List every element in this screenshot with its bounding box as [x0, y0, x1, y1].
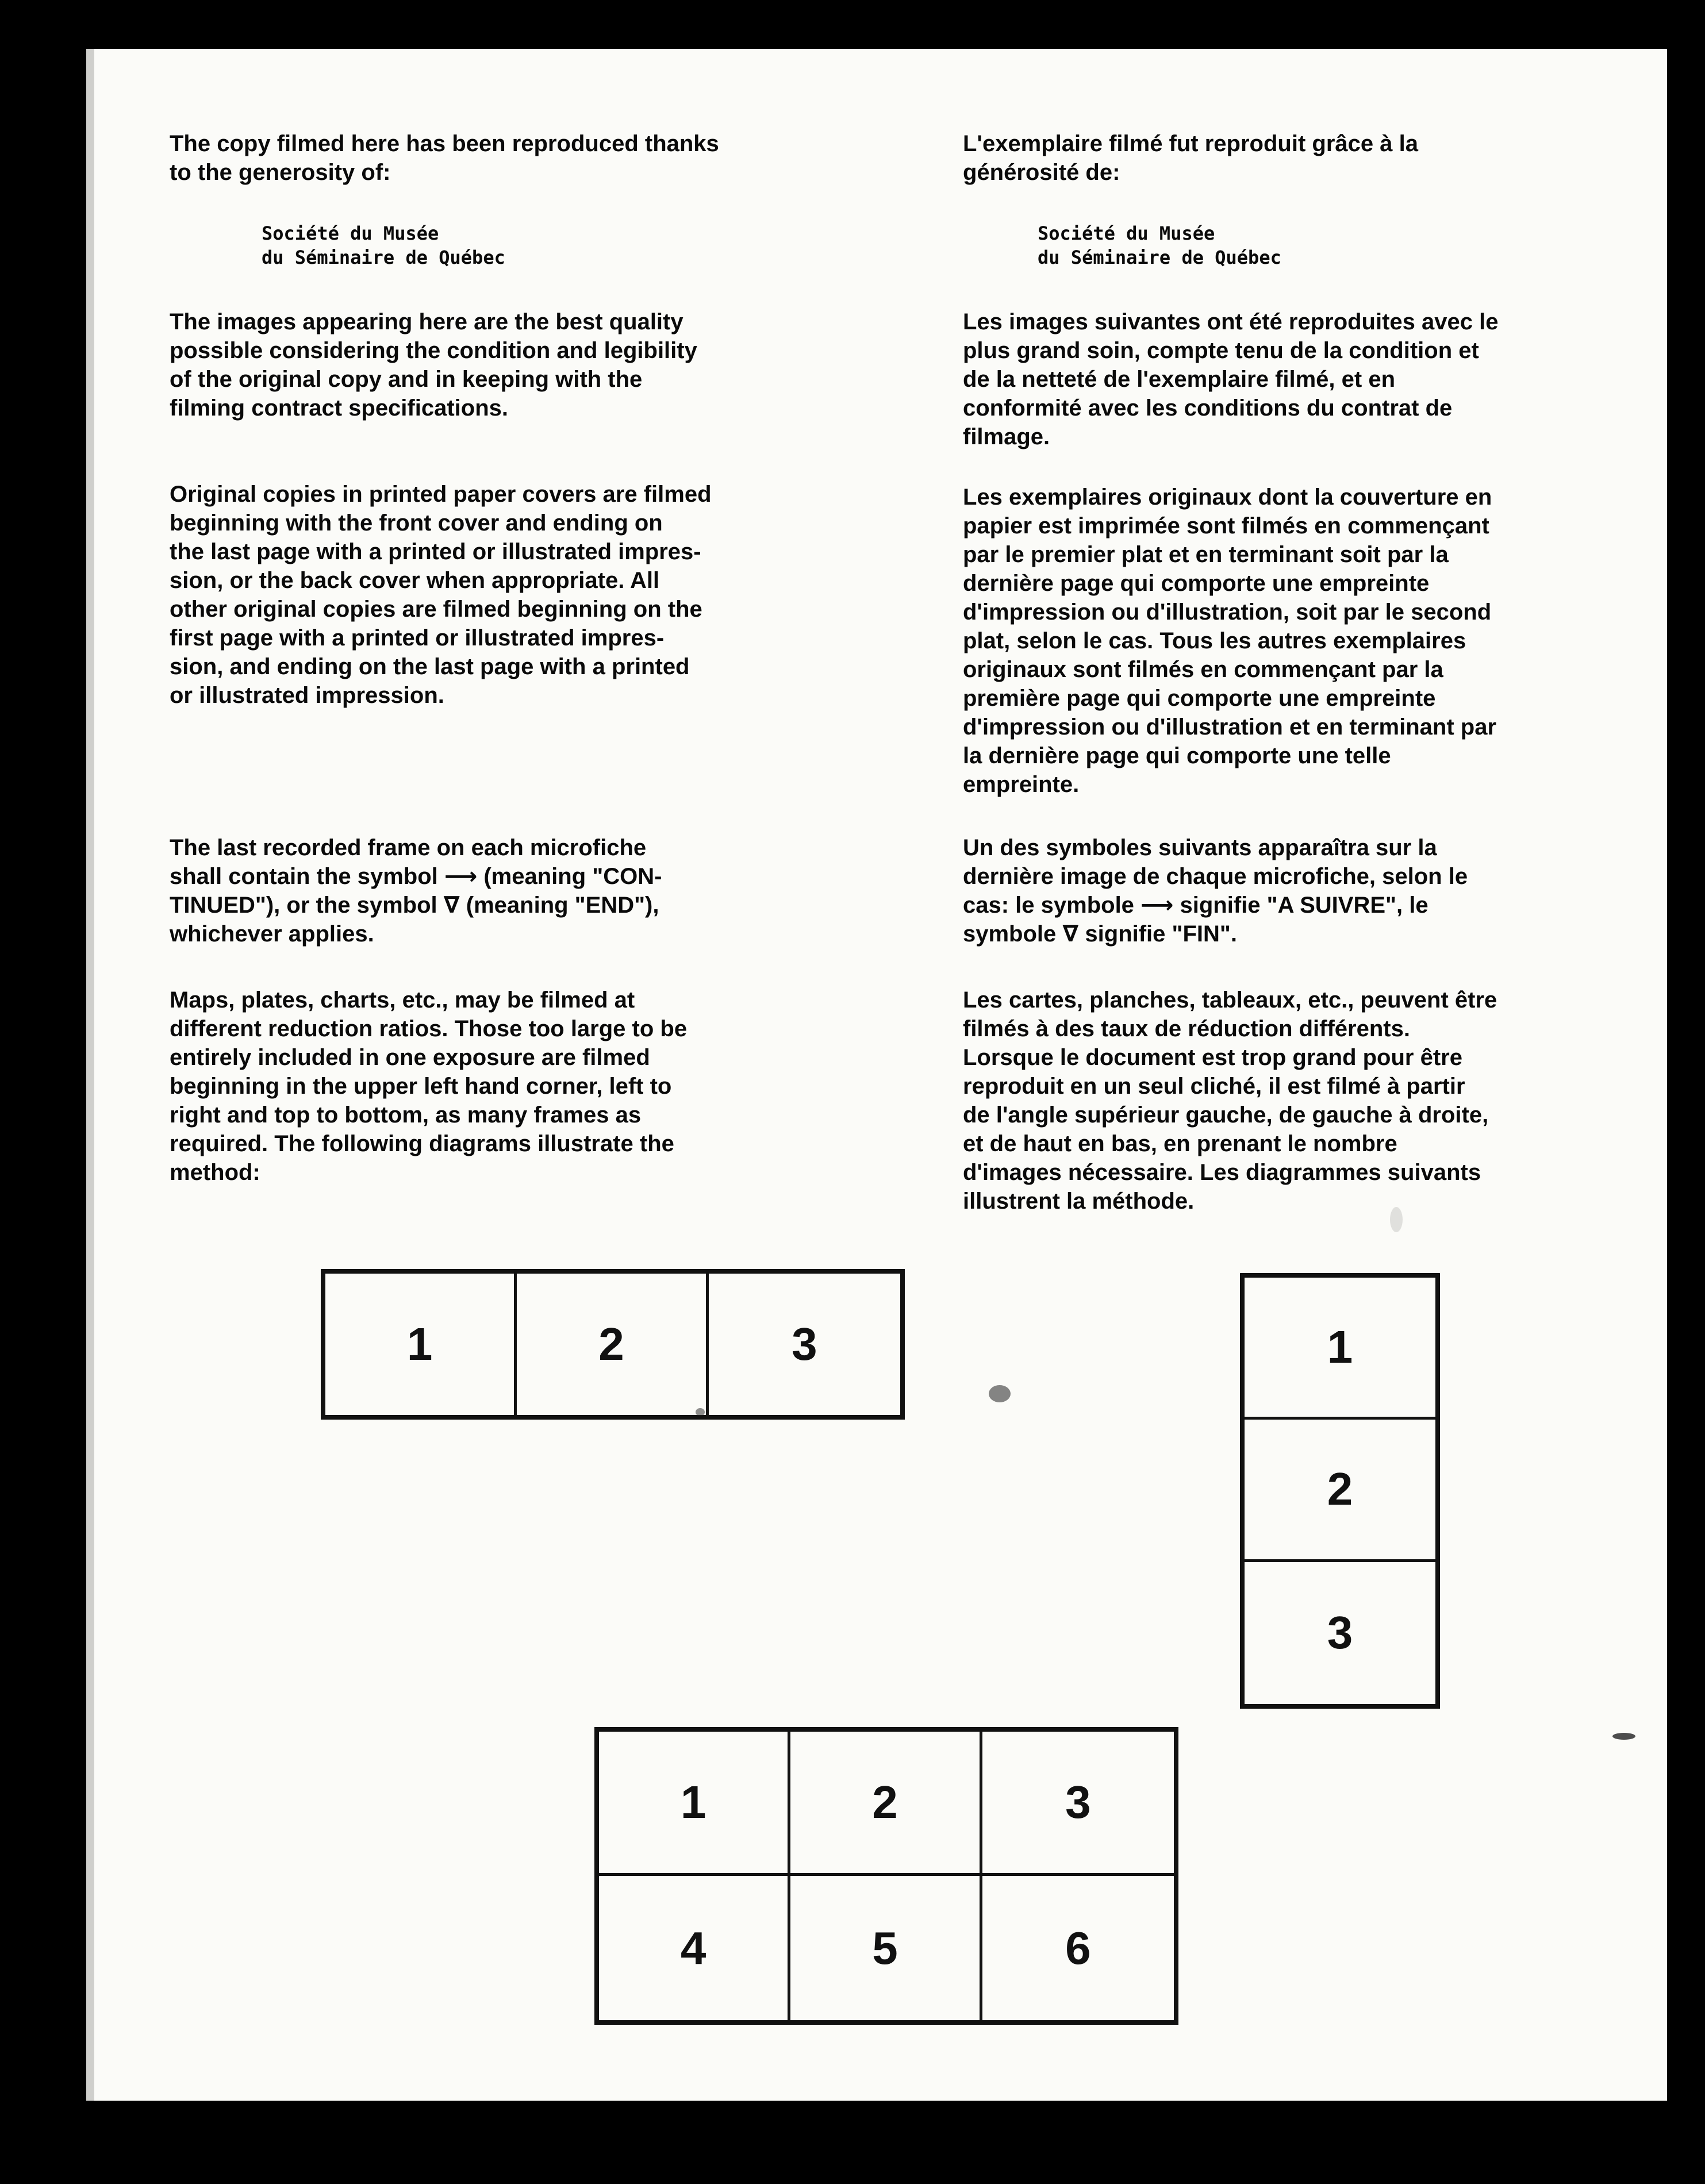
- english-credit: Société du Musée du Séminaire de Québec: [262, 222, 505, 268]
- french-symbols-text-2: signifie "A SUIVRE", le symbole: [963, 893, 1428, 947]
- fin-triangle-icon: ∇: [1062, 921, 1079, 947]
- continued-arrow-icon: ⟶: [444, 864, 478, 889]
- french-symbols-text-1: Un des symboles suivants apparaîtra sur la dernière image de chaque microfiche, selon le cas: le symbole: [963, 835, 1468, 918]
- frame-cell: 3: [982, 1732, 1174, 1876]
- vertical-frame-diagram: [1240, 1273, 1440, 1709]
- dust-speck: [1612, 1733, 1635, 1740]
- frame-cell: 4: [599, 1876, 790, 2020]
- english-symbols-text-1: The last recorded frame on each microfiche shall contain the symbol: [170, 835, 647, 889]
- frame-cell: 1: [1245, 1278, 1435, 1420]
- frame-cell: 1: [599, 1732, 790, 1876]
- suivre-arrow-icon: ⟶: [1140, 893, 1174, 918]
- frame-cell: 2: [517, 1274, 708, 1415]
- dust-speck: [696, 1408, 705, 1416]
- english-symbols-text-2: (meaning "CON- TINUED"), or the symbol: [170, 864, 662, 918]
- end-triangle-icon: ∇: [443, 893, 460, 918]
- french-maps-notice: Les cartes, planches, tableaux, etc., peuvent être filmés à des taux de réduction différents. Lorsque le document est trop grand pour être reproduit en un seul cliché, il est filmé à partir de l'angle supérieur gauche, de gauche à droite, et de haut en bas, en prenant le nombre d'images nécessaire. Les diagrammes suivants illustrent la méthode.: [963, 987, 1497, 1214]
- frame-cell: 1: [325, 1274, 517, 1415]
- frame-cell: 5: [790, 1876, 982, 2020]
- grid-frame-diagram: [594, 1727, 1178, 2025]
- english-maps-notice: Maps, plates, charts, etc., may be filmed at different reduction ratios. Those too large to be entirely included in one exposure are filmed beginning in the upper left hand corner, left to right and top to bottom, as many frames as required. The following diagrams illustrate the method:: [170, 987, 688, 1185]
- french-symbols-text-3: signifie "FIN".: [1078, 921, 1238, 947]
- english-intro: The copy filmed here has been reproduced thanks to the generosity of:: [170, 131, 719, 185]
- film-edge: [86, 49, 94, 2101]
- frame-cell: 2: [790, 1732, 982, 1876]
- french-symbols-notice: [963, 833, 1612, 948]
- french-originals-notice: Les exemplaires originaux dont la couverture en papier est imprimée sont filmés en commençant par le premier plat et en terminant soit par la dernière page qui comporte une empreinte d'impression ou d'illustration, soit par le second plat, selon le cas. Tous les autres exemplaires originaux sont filmés en commençant par la première page qui comporte une empreinte d'impression ou d'illustration et en terminant par la dernière page qui comporte une telle empreinte.: [963, 485, 1497, 797]
- french-intro: L'exemplaire filmé fut reproduit grâce à la générosité de:: [963, 131, 1418, 185]
- english-quality-notice: The images appearing here are the best quality possible considering the condition and legibility of the original copy and in keeping with the filming contract specifications.: [170, 309, 697, 421]
- dust-speck: [989, 1385, 1011, 1402]
- french-quality-notice: Les images suivantes ont été reproduites avec le plus grand soin, compte tenu de la condition et de la netteté de l'exemplaire filmé, et en conformité avec les conditions du contrat de filmage.: [963, 309, 1499, 449]
- english-symbols-notice: [170, 833, 911, 948]
- frame-cell: 3: [1327, 1607, 1353, 1659]
- french-credit: Société du Musée du Séminaire de Québec: [1038, 222, 1281, 268]
- dust-speck: [1390, 1207, 1403, 1232]
- english-originals-notice: Original copies in printed paper covers are filmed beginning with the front cover and ending on the last page with a printed or illustrated impres- sion, or the back cover when appropriate. All other original copies are filmed beginning on the first page with a printed or illustrated impres- sion, and ending on the last page with a printed or illustrated impression.: [170, 482, 712, 708]
- microfiche-target-page: [86, 49, 1667, 2101]
- frame-cell: 3: [792, 1318, 817, 1370]
- english-symbols-text-3: (meaning "END"), whichever applies.: [170, 893, 659, 947]
- horizontal-frame-diagram: [321, 1269, 905, 1420]
- frame-cell: 2: [1245, 1420, 1435, 1562]
- frame-cell: 6: [1065, 1922, 1091, 1974]
